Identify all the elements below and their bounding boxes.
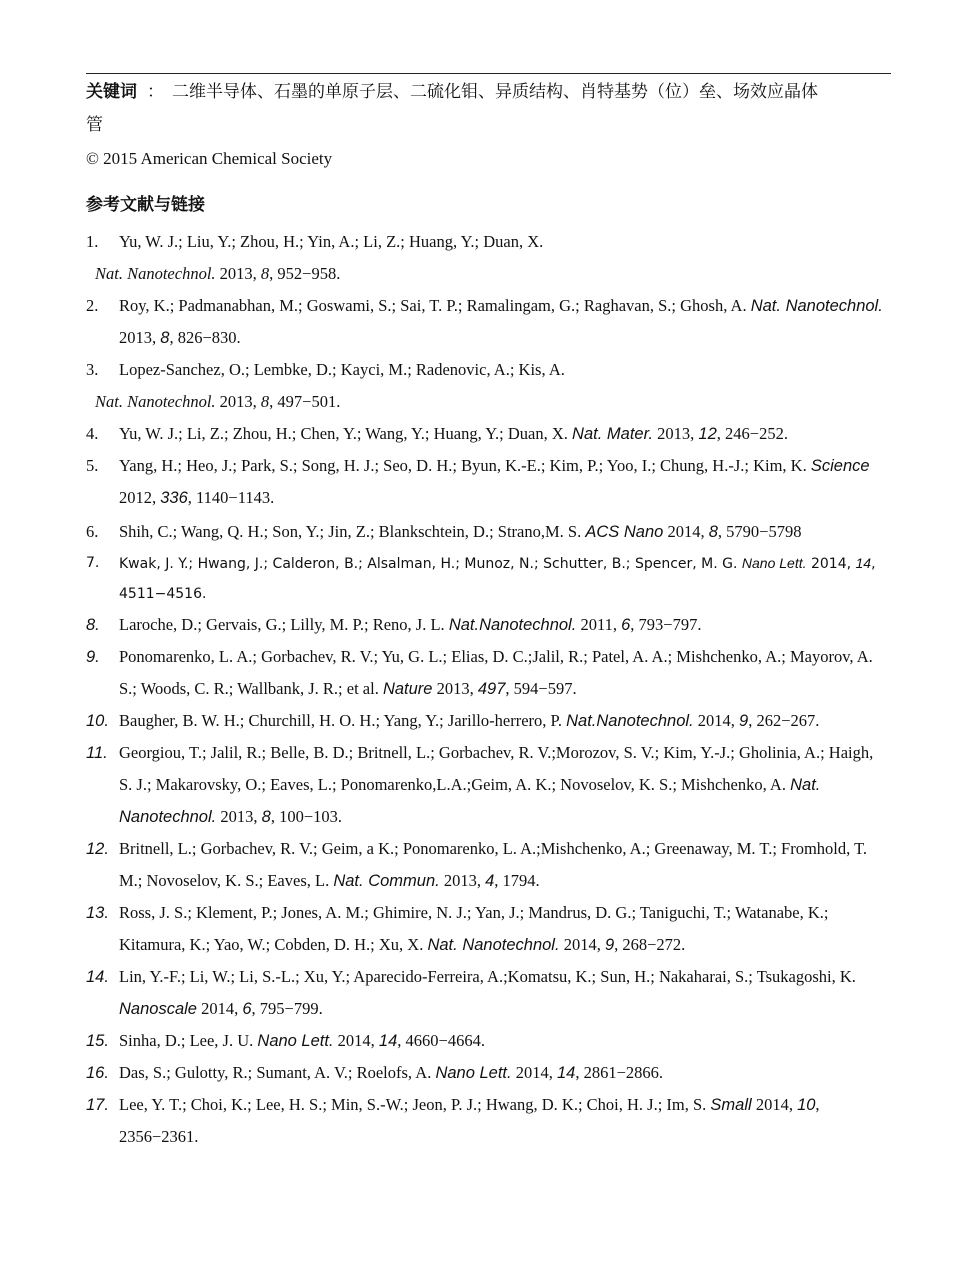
- reference-authors: Roy, K.; Padmanabhan, M.; Goswami, S.; Sai, T. P.; Ramalingam, G.; Raghavan, S.; Ghosh, A.: [119, 296, 747, 315]
- reference-journal: Nat.Nanotechnol.: [566, 712, 694, 730]
- references-heading: 参考文献与链接: [86, 195, 205, 215]
- reference-body: [119, 903, 828, 954]
- reference-authors: Lopez-Sanchez, O.; Lembke, D.; Kayci, M.; Radenovic, A.; Kis, A.: [119, 360, 565, 379]
- reference-year: 2013,: [436, 679, 474, 698]
- reference-number: 9.: [86, 648, 100, 666]
- reference-item: [86, 833, 886, 897]
- reference-number: 13.: [86, 904, 109, 922]
- reference-pages: , 4660−4664.: [397, 1031, 485, 1050]
- reference-body: [119, 743, 873, 826]
- reference-item: [86, 226, 886, 290]
- reference-authors: Baugher, B. W. H.; Churchill, H. O. H.; Yang, Y.; Jarillo-herrero, P.: [119, 711, 562, 730]
- reference-item: [86, 354, 886, 418]
- references-list: [86, 226, 886, 1153]
- reference-journal: Nat. Nanotechnol.: [427, 936, 560, 954]
- reference-year: 2014,: [563, 935, 601, 954]
- reference-item: [86, 705, 886, 737]
- reference-item: [86, 418, 886, 450]
- reference-volume: 14: [855, 555, 872, 571]
- reference-year: 2014,: [810, 556, 852, 572]
- reference-pages: , 497−501.: [269, 392, 341, 411]
- reference-authors: Laroche, D.; Gervais, G.; Lilly, M. P.; Reno, J. L.: [119, 615, 445, 634]
- reference-authors: Shih, C.; Wang, Q. H.; Son, Y.; Jin, Z.; Blankschtein, D.; Strano,M. S.: [119, 522, 582, 541]
- reference-year: 2014,: [697, 711, 735, 730]
- reference-journal: Nat.Nanotechnol.: [448, 616, 577, 634]
- reference-citation-line: [95, 386, 886, 418]
- reference-year: 2014,: [515, 1063, 553, 1082]
- reference-pages: , 5790−5798: [717, 522, 802, 541]
- reference-pages: , 4511−4516.: [119, 556, 876, 602]
- reference-pages: , 594−597.: [505, 679, 577, 698]
- reference-year: 2012,: [119, 488, 157, 507]
- reference-pages: , 826−830.: [169, 328, 241, 347]
- reference-journal: Nanoscale: [119, 1000, 197, 1018]
- reference-citation-line: [95, 258, 886, 290]
- reference-year: 2013,: [657, 424, 695, 443]
- reference-volume: 497: [477, 680, 506, 698]
- reference-item: [86, 897, 886, 961]
- reference-number: 6.: [86, 522, 99, 541]
- reference-number: 8.: [86, 616, 100, 634]
- reference-body: [119, 1031, 485, 1050]
- reference-authors: Ross, J. S.; Klement, P.; Jones, A. M.; Ghimire, N. J.; Yan, J.; Mandrus, D. G.; Taniguchi, T.; Watanabe, K.; Kitamura, K.; Yao, W.; Cobden, D. H.; Xu, X.: [119, 903, 829, 954]
- reference-authors: Yu, W. J.; Liu, Y.; Zhou, H.; Yin, A.; Li, Z.; Huang, Y.; Duan, X.: [119, 232, 544, 251]
- reference-item: [86, 1057, 886, 1089]
- reference-journal: Small: [710, 1096, 752, 1114]
- reference-volume: 14: [556, 1064, 576, 1082]
- reference-body: [119, 839, 867, 890]
- reference-year: 2013,: [119, 328, 157, 347]
- reference-volume: 4: [485, 872, 495, 890]
- reference-authors: Yu, W. J.; Li, Z.; Zhou, H.; Chen, Y.; Wang, Y.; Huang, Y.; Duan, X.: [119, 424, 568, 443]
- reference-body: [119, 556, 876, 602]
- reference-journal: Nat. Nanotechnol.: [95, 392, 216, 411]
- reference-item: [86, 450, 886, 514]
- reference-volume: 8: [260, 392, 270, 411]
- reference-number: 7.: [86, 555, 100, 571]
- reference-journal: Science: [810, 457, 870, 475]
- reference-number: 17.: [86, 1096, 109, 1114]
- reference-year: 2011,: [580, 615, 617, 634]
- reference-pages: , 952−958.: [269, 264, 341, 283]
- reference-number: 15.: [86, 1032, 109, 1050]
- reference-volume: 14: [378, 1032, 398, 1050]
- reference-item: [86, 548, 886, 609]
- keywords-colon: ：: [147, 82, 164, 102]
- reference-year: 2013,: [443, 871, 481, 890]
- reference-body: [119, 711, 819, 730]
- reference-body: [119, 1063, 663, 1082]
- reference-item: [86, 737, 886, 833]
- reference-volume: 9: [604, 936, 615, 954]
- reference-pages: , 246−252.: [716, 424, 788, 443]
- reference-body: [119, 967, 856, 1018]
- reference-journal: Nano Lett.: [257, 1032, 334, 1050]
- reference-pages: , 262−267.: [748, 711, 820, 730]
- reference-volume: 10: [797, 1096, 816, 1114]
- reference-body: [95, 232, 886, 290]
- reference-pages: , 795−799.: [251, 999, 323, 1018]
- reference-volume: 6: [621, 616, 631, 634]
- reference-item: [86, 290, 886, 354]
- reference-authors: Yang, H.; Heo, J.; Park, S.; Song, H. J.; Seo, D. H.; Byun, K.-E.; Kim, P.; Yoo, I.; Chung, H.-J.; Kim, K.: [119, 456, 807, 475]
- reference-year: 2014,: [755, 1095, 793, 1114]
- reference-journal: ACS Nano: [585, 523, 664, 541]
- reference-body: [119, 1095, 820, 1146]
- reference-body: [119, 522, 801, 541]
- reference-number: 10.: [86, 712, 109, 730]
- reference-volume: 8: [160, 329, 170, 347]
- reference-year: 2014,: [337, 1031, 375, 1050]
- reference-authors: Ponomarenko, L. A.; Gorbachev, R. V.; Yu, G. L.; Elias, D. C.;Jalil, R.; Patel, A. A.; Mishchenko, A.; Mayorov, A. S.; Woods, C. R.; Wallbank, J. R.; et al.: [119, 647, 873, 698]
- reference-item: [86, 961, 886, 1025]
- reference-number: 14.: [86, 968, 109, 986]
- keywords-label: 关键词: [86, 82, 137, 102]
- reference-body: [119, 647, 873, 698]
- reference-authors: Kwak, J. Y.; Hwang, J.; Calderon, B.; Alsalman, H.; Munoz, N.; Schutter, B.; Spencer, M. G.: [119, 556, 738, 572]
- reference-item: [86, 1089, 886, 1153]
- reference-authors: Georgiou, T.; Jalil, R.; Belle, B. D.; Britnell, L.; Gorbachev, R. V.;Morozov, S. V.; Kim, Y.-J.; Gholinia, A.; Haigh, S. J.; Makarovsky, O.; Eaves, L.; Ponomarenko,L.A.;Geim, A. K.; Novoselov, K. S.; Mishchenko, A.: [119, 743, 874, 794]
- reference-item: [86, 609, 886, 641]
- reference-body: [119, 615, 701, 634]
- reference-number: 1.: [86, 232, 99, 251]
- reference-authors: Britnell, L.; Gorbachev, R. V.; Geim, a K.; Ponomarenko, L. A.;Mishchenko, A.; Greenaway, M. T.; Fromhold, T. M.; Novoselov, K. S.; Eaves, L.: [119, 839, 868, 890]
- reference-pages: , 2861−2866.: [575, 1063, 664, 1082]
- copyright-line: © 2015 American Chemical Society: [86, 149, 333, 168]
- reference-item: [86, 641, 886, 705]
- reference-year: 2013,: [219, 392, 257, 411]
- reference-journal: Nature: [382, 680, 433, 698]
- reference-volume: 8: [260, 264, 270, 283]
- reference-journal: Nat. Nanotechnol.: [119, 776, 821, 826]
- top-rule: [86, 73, 891, 74]
- reference-number: 5.: [86, 456, 99, 475]
- reference-journal: Nat. Commun.: [333, 872, 440, 890]
- reference-number: 2.: [86, 296, 99, 315]
- reference-item: [86, 1025, 886, 1057]
- reference-body: [95, 360, 886, 418]
- reference-year: 2014,: [201, 999, 239, 1018]
- reference-body: [119, 456, 870, 507]
- reference-number: 4.: [86, 424, 99, 443]
- reference-item: [86, 516, 886, 548]
- reference-year: 2013,: [219, 264, 257, 283]
- reference-pages: , 100−103.: [270, 807, 342, 826]
- reference-volume: 8: [261, 808, 271, 826]
- reference-authors: Das, S.; Gulotty, R.; Sumant, A. V.; Roelofs, A.: [119, 1063, 432, 1082]
- reference-journal: Nat. Nanotechnol.: [750, 297, 883, 315]
- reference-body: [119, 424, 788, 443]
- reference-number: 12.: [86, 840, 109, 858]
- reference-authors: Lee, Y. T.; Choi, K.; Lee, H. S.; Min, S.-W.; Jeon, P. J.; Hwang, D. K.; Choi, H. J.; Im, S.: [119, 1095, 707, 1114]
- reference-volume: 6: [242, 1000, 252, 1018]
- keywords-text: 二维半导体、石墨的单原子层、二硫化钼、异质结构、肖特基势（位）垒、场效应晶体管: [86, 82, 818, 135]
- reference-year: 2014,: [667, 522, 705, 541]
- reference-pages: , 1794.: [494, 871, 540, 890]
- reference-year: 2013,: [220, 807, 258, 826]
- reference-pages: , 793−797.: [630, 615, 702, 634]
- reference-volume: 9: [739, 712, 749, 730]
- reference-number: 16.: [86, 1064, 109, 1082]
- reference-body: [119, 296, 883, 347]
- reference-journal: Nano Lett.: [435, 1064, 512, 1082]
- reference-pages: , 2356−2361.: [119, 1095, 820, 1146]
- reference-pages: , 268−272.: [614, 935, 686, 954]
- reference-volume: 336: [160, 489, 188, 507]
- reference-volume: 12: [698, 425, 717, 443]
- reference-journal: Nat. Nanotechnol.: [95, 264, 216, 283]
- reference-number: 11.: [86, 744, 108, 762]
- reference-pages: , 1140−1143.: [187, 488, 275, 507]
- keywords-block: [86, 76, 826, 142]
- reference-authors: Sinha, D.; Lee, J. U.: [119, 1031, 254, 1050]
- reference-volume: 8: [708, 523, 718, 541]
- reference-number: 3.: [86, 360, 99, 379]
- reference-journal: Nat. Mater.: [572, 425, 654, 443]
- reference-journal: Nano Lett.: [741, 555, 807, 571]
- reference-authors: Lin, Y.-F.; Li, W.; Li, S.-L.; Xu, Y.; Aparecido-Ferreira, A.;Komatsu, K.; Sun, H.; Nakaharai, S.; Tsukagoshi, K.: [119, 967, 856, 986]
